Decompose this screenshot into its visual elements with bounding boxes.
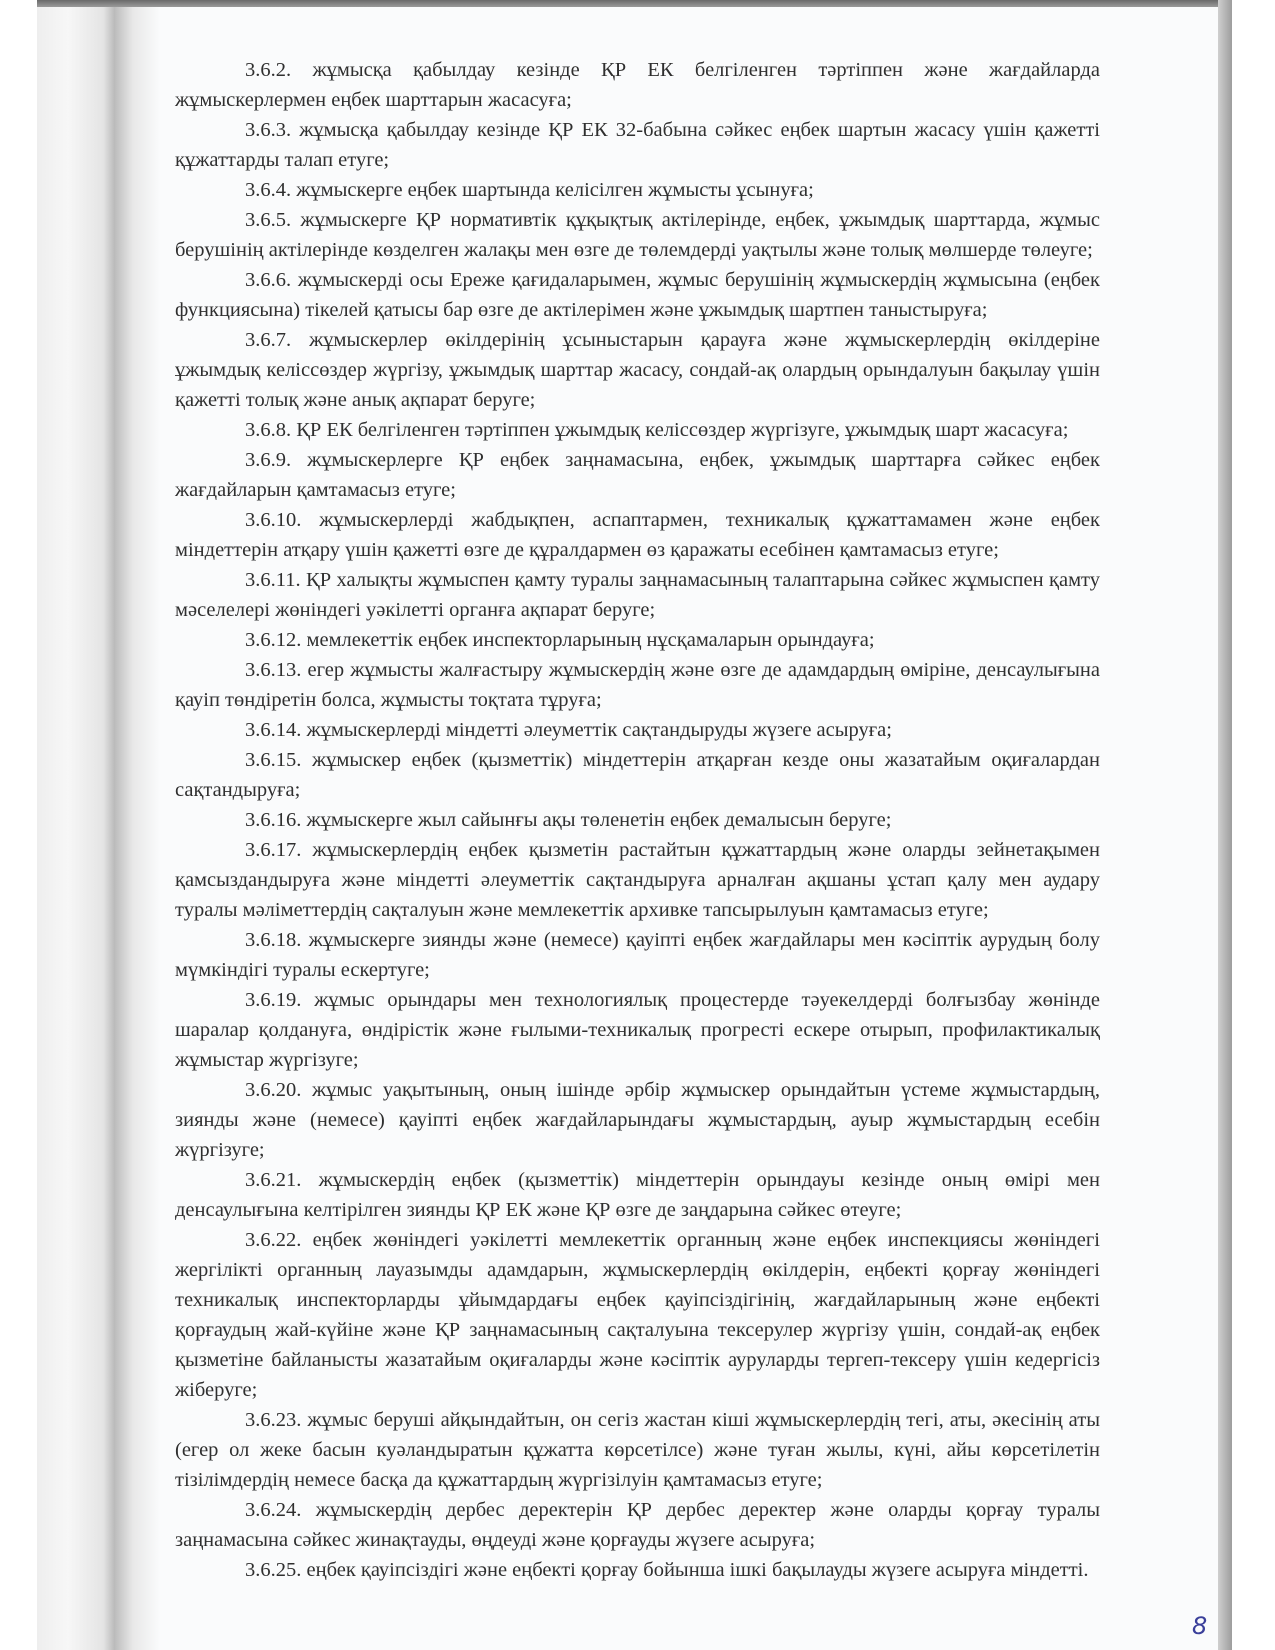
clause-3-6-2: 3.6.2. жұмысқа қабылдау кезінде ҚР ЕК белгіленген тәртіппен және жағдайларда жұмыскерлермен еңбек шарттарын жасасуға;	[175, 59, 1100, 111]
clause-3-6-9: 3.6.9. жұмыскерлерге ҚР еңбек заңнамасына, еңбек, ұжымдық шарттарға сәйкес еңбек жағдайларын қамтамасыз етуге;	[175, 449, 1100, 501]
clause-3-6-6: 3.6.6. жұмыскерді осы Ереже қағидаларымен, жұмыс берушінің жұмыскердің жұмысына (еңбек функциясына) тікелей қатысы бар өзге де актілерімен және ұжымдық шартпен таныстыруға;	[175, 269, 1100, 321]
scan-top-edge	[37, 0, 1232, 7]
binding-shadow	[115, 7, 160, 1650]
clause-3-6-5: 3.6.5. жұмыскерге ҚР нормативтік құқықтық актілерінде, еңбек, ұжымдық шарттарда, жұмыс берушінің актілерінде көзделген жалақы мен өзге де төлемдерді уақтылы және толық мөлшерде төлеуге;	[175, 209, 1100, 261]
clause-3-6-15: 3.6.15. жұмыскер еңбек (қызметтік) міндеттерін атқарған кезде оны жазатайым оқиғалардан сақтандыруға;	[175, 749, 1100, 801]
clause-3-6-14: 3.6.14. жұмыскерлерді міндетті әлеуметтік сақтандыруды жүзеге асыруға;	[245, 719, 892, 741]
clause-3-6-20: 3.6.20. жұмыс уақытының, оның ішінде әрбір жұмыскер орындайтын үстеме жұмыстардың, зиянды және (немесе) қауіпті еңбек жағдайларындағы жұмыстардың, ауыр жұмыстардың есебін жүргізуге;	[175, 1079, 1100, 1161]
scan-background	[1232, 0, 1275, 1650]
clause-3-6-16: 3.6.16. жұмыскерге жыл сайынғы ақы төленетін еңбек демалысын беруге;	[245, 809, 892, 831]
scan-right-edge	[1218, 0, 1232, 1650]
handwritten-page-number: 8	[1192, 1612, 1208, 1640]
document-body	[175, 55, 1100, 1585]
clause-3-6-3: 3.6.3. жұмысқа қабылдау кезінде ҚР ЕК 32-бабына сәйкес еңбек шартын жасасу үшін қажетті құжаттарды талап етуге;	[175, 119, 1100, 171]
book-gutter	[37, 7, 115, 1650]
clause-3-6-4: 3.6.4. жұмыскерге еңбек шартында келісілген жұмысты ұсынуға;	[245, 179, 814, 201]
clause-3-6-17: 3.6.17. жұмыскерлердің еңбек қызметін растайтын құжаттардың және оларды зейнетақымен қамсыздандыруға және міндетті әлеуметтік сақтандыруға арналған ақшаны ұстап қалу мен аудару туралы мәліметтердің сақталуын және мемлекеттік архивке тапсырылуын қамтамасыз етуге;	[175, 839, 1100, 921]
clause-3-6-13: 3.6.13. егер жұмысты жалғастыру жұмыскердің және өзге де адамдардың өміріне, денсаулығына қауіп төндіретін болса, жұмысты тоқтата тұруға;	[175, 659, 1100, 711]
clause-3-6-11: 3.6.11. ҚР халықты жұмыспен қамту туралы заңнамасының талаптарына сәйкес жұмыспен қамту мәселелері жөніндегі уәкілетті органға ақпарат беруге;	[175, 569, 1100, 621]
clause-3-6-10: 3.6.10. жұмыскерлерді жабдықпен, аспаптармен, техникалық құжаттамамен және еңбек міндеттерін атқару үшін қажетті өзге де құралдармен өз қаражаты есебінен қамтамасыз етуге;	[175, 509, 1100, 561]
clause-3-6-19: 3.6.19. жұмыс орындары мен технологиялық процестерде тәуекелдерді болғызбау жөнінде шаралар қолдануға, өндірістік және ғылыми-техникалық прогресті ескере отырып, профилактикалық жұмыстар жүргізуге;	[175, 989, 1100, 1071]
clause-3-6-22: 3.6.22. еңбек жөніндегі уәкілетті мемлекеттік органның және еңбек инспекциясы жөніндегі жергілікті органның лауазымды адамдарын, жұмыскерлердің өкілдерін, еңбекті қорғау жөніндегі техникалық инспекторларды ұйымдардағы еңбек қауіпсіздігінің, жағдайларының және еңбекті қорғаудың жай-күйіне және ҚР заңнамасының сақталуына тексерулер жүргізу үшін, сондай-ақ еңбек қызметіне байланысты жазатайым оқиғаларды және кәсіптік ауруларды тергеп-тексеру үшін кедергісіз жіберуге;	[175, 1229, 1100, 1401]
clause-3-6-18: 3.6.18. жұмыскерге зиянды және (немесе) қауіпті еңбек жағдайлары мен кәсіптік аурудың болу мүмкіндігі туралы ескертуге;	[175, 929, 1100, 981]
clause-3-6-25: 3.6.25. еңбек қауіпсіздігі және еңбекті қорғау бойынша ішкі бақылауды жүзеге асыруға міндетті.	[245, 1559, 1089, 1581]
clause-3-6-7: 3.6.7. жұмыскерлер өкілдерінің ұсыныстарын қарауға және жұмыскерлердің өкілдеріне ұжымдық келіссөздер жүргізу, ұжымдық шарттар жасасу, сондай-ақ олардың орындалуын бақылау үшін қажетті толық және анық ақпарат беруге;	[175, 329, 1100, 411]
clause-3-6-8: 3.6.8. ҚР ЕК белгіленген тәртіппен ұжымдық келіссөздер жүргізуге, ұжымдық шарт жасасуға;	[245, 419, 1069, 441]
clause-3-6-23: 3.6.23. жұмыс беруші айқындайтын, он сегіз жастан кіші жұмыскерлердің тегі, аты, әкесінің аты (егер ол жеке басын куәландыратын құжатта көрсетілсе) және туған жылы, күні, айы көрсетілетін тізілімдердің немесе басқа да құжаттардың жүргізілуін қамтамасыз етуге;	[175, 1409, 1100, 1491]
clause-3-6-12: 3.6.12. мемлекеттік еңбек инспекторларының нұсқамаларын орындауға;	[245, 629, 875, 651]
clause-3-6-21: 3.6.21. жұмыскердің еңбек (қызметтік) міндеттерін орындауы кезінде оның өмірі мен денсаулығына келтірілген зиянды ҚР ЕК және ҚР өзге де заңдарына сәйкес өтеуге;	[175, 1169, 1100, 1221]
clause-3-6-24: 3.6.24. жұмыскердің дербес деректерін ҚР дербес деректер және оларды қорғау туралы заңнамасына сәйкес жинақтауды, өңдеуді және қорғауды жүзеге асыруға;	[175, 1499, 1100, 1551]
